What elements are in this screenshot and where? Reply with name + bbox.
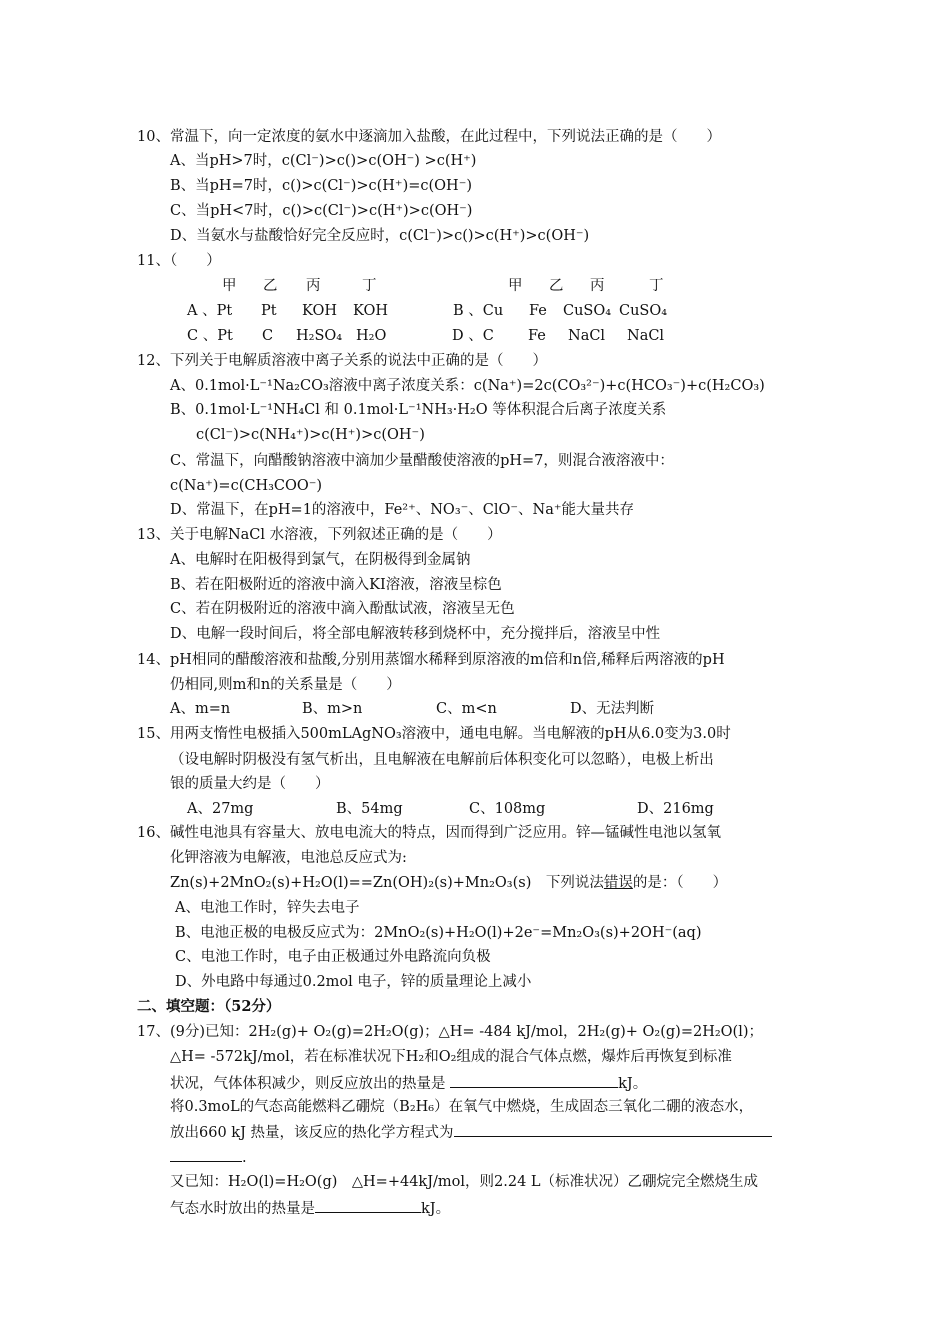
- q13-stem: 13、关于电解NaCl 水溶液，下列叙述正确的是（ ）: [137, 527, 502, 543]
- q16-equation-text: Zn(s)+2MnO₂(s)+H₂O(l)==Zn(OH)₂(s)+Mn₂O₃(s) 下列说法: [170, 875, 604, 891]
- q16-option-d: D、外电路中每通过0.2mol 电子，锌的质量理论上减小: [175, 974, 532, 990]
- q17-line8: [170, 1197, 450, 1219]
- q15-option-c: C、108mg: [469, 801, 546, 817]
- q13-option-a: A、电解时在阳极得到氯气，在阴极得到金属钠: [170, 552, 471, 568]
- q11-header-bing-right: 丙: [590, 278, 605, 294]
- q12-option-b-line2: c(Cl⁻)>c(NH₄⁺)>c(H⁺)>c(OH⁻): [196, 427, 425, 443]
- q15-stem-line2: （设电解时阴极没有氢气析出，且电解液在电解前后体积变化可以忽略），电极上析出: [170, 752, 714, 768]
- q13-option-b: B、若在阳极附近的溶液中滴入KI溶液，溶液呈棕色: [170, 577, 502, 593]
- q17-heat-answer-blank[interactable]: [450, 1072, 618, 1088]
- q16-error-word: 错误: [603, 875, 633, 891]
- q11-row-c-bing: H₂SO₄: [296, 328, 343, 344]
- q16-option-b: B、电池正极的电极反应式为：2MnO₂(s)+H₂O(l)+2e⁻=Mn₂O₃(s)+2OH⁻(aq): [175, 925, 702, 941]
- q11-header-ding-left: 丁: [362, 278, 377, 294]
- q14-option-a: A、m=n: [170, 701, 231, 717]
- q16-option-c: C、电池工作时，电子由正极通过外电路流向负极: [175, 949, 491, 965]
- q10-option-a: A、当pH>7时，c(Cl⁻)>c()>c(OH⁻) >c(H⁺): [170, 153, 477, 169]
- q12-option-d: D、常温下，在pH=1的溶液中，Fe²⁺、NO₃⁻、ClO⁻、Na⁺能大量共存: [170, 502, 635, 518]
- q16-option-a: A、电池工作时，锌失去电子: [175, 900, 360, 916]
- q11-row-c-label: C 、Pt: [187, 328, 233, 344]
- q11-row-d-ding: NaCl: [627, 328, 665, 344]
- q17-line8-text: 气态水时放出的热量是: [170, 1201, 315, 1217]
- q12-option-a: A、0.1mol·L⁻¹Na₂CO₃溶液中离子浓度关系：c(Na⁺)=2c(CO₃²⁻)+c(HCO₃⁻)+c(H₂CO₃): [170, 378, 765, 394]
- q12-option-c-line1: C、常温下，向醋酸钠溶液中滴加少量醋酸使溶液的pH=7，则混合液溶液中：: [170, 453, 674, 469]
- q11-row-a-label: A 、Pt: [187, 303, 233, 319]
- q17-equation-answer-blank-cont[interactable]: [170, 1146, 242, 1162]
- q11-row-b-yi: Fe: [529, 303, 547, 319]
- q14-option-b: B、m>n: [302, 701, 363, 717]
- q15-option-a: A、27mg: [187, 801, 254, 817]
- q17-line5: [170, 1121, 772, 1143]
- q11-row-d-bing: NaCl: [568, 328, 606, 344]
- q15-stem-line1: 15、用两支惰性电极插入500mLAgNO₃溶液中，通电电解。当电解液的pH从6.0变为3.0时: [137, 726, 731, 742]
- q14-option-c: C、m<n: [436, 701, 497, 717]
- q13-option-d: D、电解一段时间后，将全部电解液转移到烧杯中，充分搅拌后，溶液呈中性: [170, 626, 661, 642]
- q11-stem: 11、（ ）: [137, 253, 221, 269]
- q14-stem-line1: 14、pH相同的醋酸溶液和盐酸,分别用蒸馏水稀释到原溶液的m倍和n倍,稀释后两溶液的pH: [137, 652, 725, 668]
- q11-row-c-ding: H₂O: [356, 328, 387, 344]
- q11-header-yi-left: 乙: [263, 278, 278, 294]
- q16-equation-tail: 的是：（ ）: [632, 875, 728, 891]
- q11-header-bing-left: 丙: [306, 278, 321, 294]
- section-title-fill-in: 二、填空题：（52分）: [137, 998, 281, 1015]
- q17-line2: △H= -572kJ/mol，若在标准状况下H₂和O₂组成的混合气体点燃，爆炸后再恢复到标准: [170, 1049, 732, 1065]
- q12-option-c-line2: c(Na⁺)=c(CH₃COO⁻): [170, 478, 323, 494]
- q13-option-c: C、若在阴极附近的溶液中滴入酚酞试液，溶液呈无色: [170, 601, 515, 617]
- q15-option-d: D、216mg: [637, 801, 714, 817]
- q16-equation: [170, 873, 727, 893]
- q17-line7: 又已知：H₂O(l)=H₂O(g) △H=+44kJ/mol，则2.24 L（标准状况）乙硼烷完全燃烧生成: [170, 1174, 759, 1190]
- q11-row-a-ding: KOH: [353, 303, 388, 319]
- q11-row-d-yi: Fe: [528, 328, 546, 344]
- q17-equation-answer-blank[interactable]: [454, 1121, 772, 1137]
- q17-line3-unit: kJ。: [618, 1076, 648, 1092]
- q11-header-ding-right: 丁: [649, 278, 664, 294]
- q11-header-yi-right: 乙: [549, 278, 564, 294]
- q11-row-a-yi: Pt: [261, 303, 277, 319]
- q14-stem-line2: 仍相同,则m和n的关系量是（ ）: [170, 677, 401, 693]
- q17-line8-unit: kJ。: [421, 1201, 451, 1217]
- q17-line6-period: .: [242, 1150, 247, 1166]
- q10-option-b: B、当pH=7时，c()>c(Cl⁻)>c(H⁺)=c(OH⁻): [170, 178, 473, 194]
- q10-option-d: D、当氨水与盐酸恰好完全反应时，c(Cl⁻)>c()>c(H⁺)>c(OH⁻): [170, 228, 590, 244]
- q17-line6: [170, 1146, 247, 1168]
- q12-option-b-line1: B、0.1mol·L⁻¹NH₄Cl 和 0.1mol·L⁻¹NH₃·H₂O 等体积混合后离子浓度关系: [170, 402, 667, 418]
- q11-row-b-bing: CuSO₄: [563, 303, 612, 319]
- q15-stem-line3: 银的质量大约是（ ）: [170, 776, 330, 792]
- q14-option-d: D、无法判断: [570, 701, 655, 717]
- q11-header-jia-right: 甲: [508, 278, 523, 294]
- q17-line4: 将0.3moL的气态高能燃料乙硼烷（B₂H₆）在氧气中燃烧，生成固态三氧化二硼的液态水，: [170, 1099, 754, 1115]
- q10-option-c: C、当pH<7时，c()>c(Cl⁻)>c(H⁺)>c(OH⁻): [170, 203, 473, 219]
- q11-row-b-ding: CuSO₄: [619, 303, 668, 319]
- q12-stem: 12、下列关于电解质溶液中离子关系的说法中正确的是（ ）: [137, 353, 547, 369]
- q17-line5-text: 放出660 kJ 热量，该反应的热化学方程式为: [170, 1125, 454, 1141]
- q17-gas-heat-answer-blank[interactable]: [315, 1197, 421, 1213]
- q15-option-b: B、54mg: [336, 801, 403, 817]
- q11-row-b-label: B 、Cu: [453, 303, 504, 319]
- q17-line1: 17、(9分)已知：2H₂(g)+ O₂(g)=2H₂O(g)；△H= -484 kJ/mol，2H₂(g)+ O₂(g)=2H₂O(l)；: [137, 1024, 763, 1040]
- q11-header-jia-left: 甲: [222, 278, 237, 294]
- q11-row-a-bing: KOH: [302, 303, 337, 319]
- q17-line3-text: 状况，气体体积减少，则反应放出的热量是: [170, 1076, 451, 1092]
- q11-row-d-label: D 、C: [452, 328, 494, 344]
- q16-stem-line2: 化钾溶液为电解液，电池总反应式为:: [170, 850, 407, 866]
- q11-row-c-yi: C: [262, 328, 274, 344]
- q17-line3: [170, 1072, 647, 1094]
- q16-stem-line1: 16、碱性电池具有容量大、放电电流大的特点，因而得到广泛应用。锌—锰碱性电池以氢氧: [137, 825, 721, 841]
- q10-stem: 10、常温下，向一定浓度的氨水中逐滴加入盐酸，在此过程中，下列说法正确的是（ ）: [137, 129, 721, 145]
